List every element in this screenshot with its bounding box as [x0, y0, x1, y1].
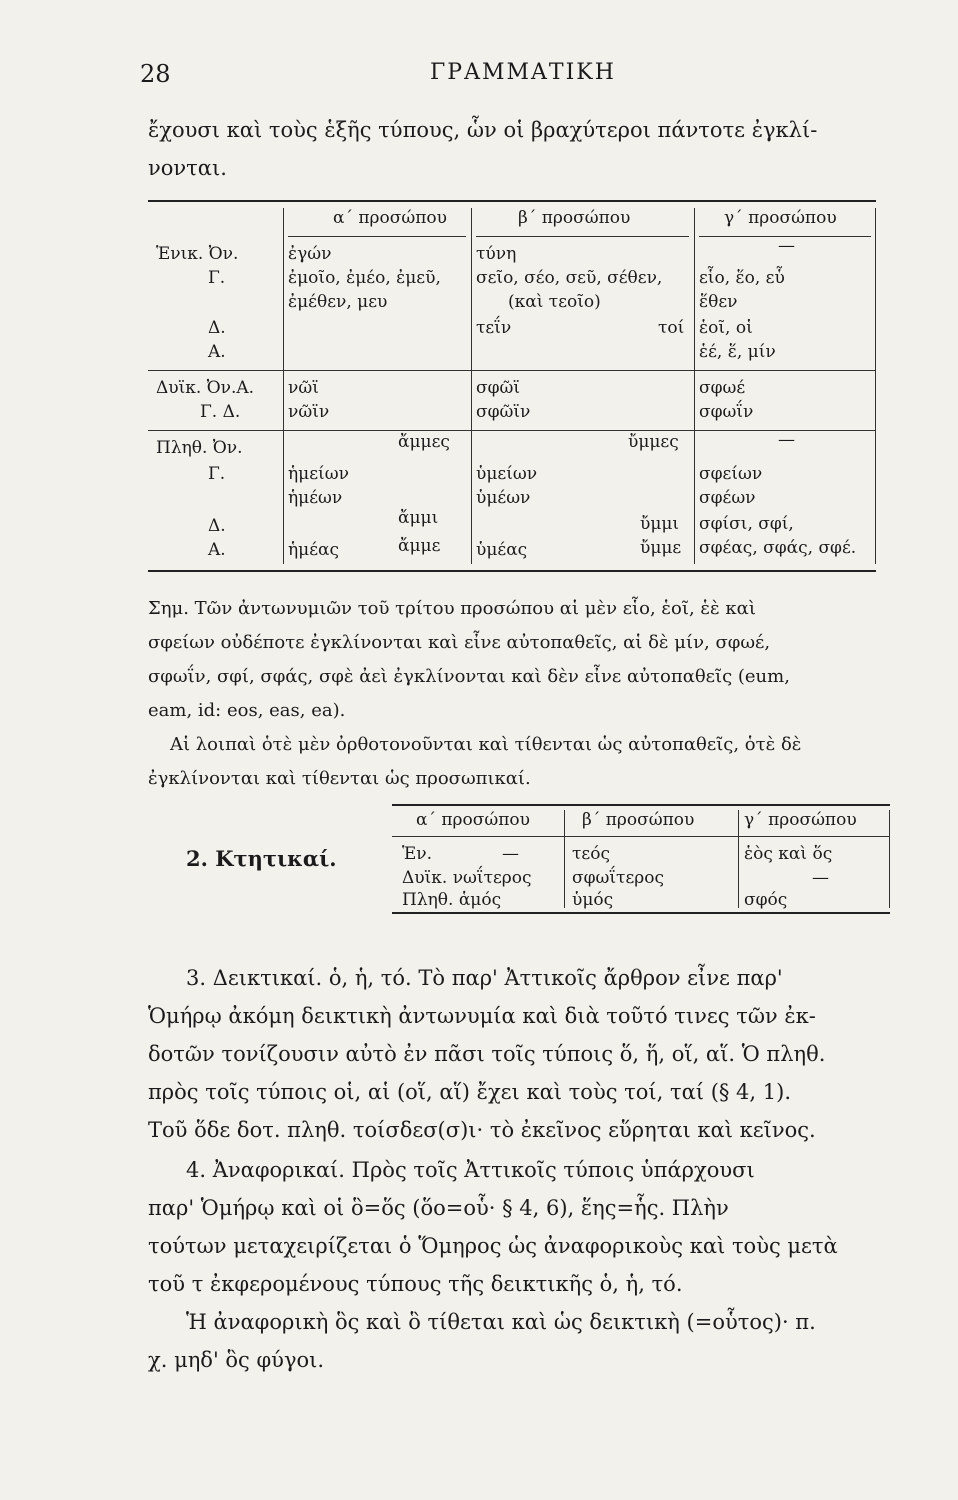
table-cell: — — [778, 236, 795, 256]
header-underline — [288, 236, 466, 237]
table-cell: ἐμέθεν, μευ — [288, 292, 388, 312]
row-label: Α. — [208, 342, 226, 362]
section-4-line: Ἡ ἀναφορικὴ ὃς καὶ ὃ τίθεται καὶ ὡς δεικτικὴ (=οὗτος)· π. — [186, 1310, 816, 1334]
header-underline — [476, 236, 689, 237]
section-4-line: χ. μηδ' ὃς φύγοι. — [148, 1348, 325, 1372]
table-cell: τεΐν — [476, 318, 512, 338]
table-cell: ὔμμι — [640, 514, 680, 534]
possessive-pronoun-table — [392, 804, 890, 914]
table-cell: ἡμείων — [288, 464, 349, 484]
table-cell: σφῶϊ — [476, 378, 521, 398]
row-label: Γ. Δ. — [200, 402, 241, 422]
table-cell: ὑμέας — [476, 540, 528, 560]
table-divider — [283, 208, 284, 564]
intro-line-1: ἔχουσι καὶ τοὺς ἑξῆς τύπους, ὧν οἱ βραχύτεροι πάντοτε ἐγκλί- — [148, 118, 818, 142]
table-cell: ἡμέας — [288, 540, 340, 560]
table-cell: σφωέ — [699, 378, 746, 398]
section-4-line: 4. Ἀναφορικαί. Πρὸς τοῖς Ἀττικοῖς τύποις ὑπάρχουσι — [186, 1158, 755, 1182]
table-cell: ἄμμες — [398, 432, 450, 452]
header-second-person: β΄ προσώπου — [582, 810, 695, 830]
table-cell: ἄμμι — [398, 508, 439, 528]
header-second-person: β΄ προσώπου — [518, 208, 631, 228]
table-cell: ὑμέων — [476, 488, 531, 508]
table-cell: σφέων — [699, 488, 756, 508]
table-cell: ὔμμε — [640, 538, 682, 558]
note-line: eam, id: eos, eas, ea). — [148, 700, 346, 721]
table-cell: — — [778, 430, 795, 450]
note-line: ἐγκλίνονται καὶ τίθενται ὡς προσωπικαί. — [148, 768, 531, 789]
table-cell: τύνη — [476, 244, 517, 264]
table-cell: τοί — [658, 318, 685, 338]
table-cell: ὔμμες — [628, 432, 679, 452]
header-underline — [392, 836, 890, 837]
table-cell: ἐμοῖο, ἐμέο, ἐμεῦ, — [288, 268, 441, 288]
table-cell: σφωΐτερος — [572, 868, 664, 888]
table-cell: νῶϊν — [288, 402, 330, 422]
row-separator — [148, 370, 876, 371]
table-cell: τεός — [572, 844, 610, 864]
table-cell: σφέας, σφάς, σφέ. — [699, 538, 857, 558]
table-divider — [471, 208, 472, 564]
table-cell: εἷο, ἕο, εὗ — [699, 268, 785, 288]
personal-pronoun-table — [148, 200, 876, 572]
header-third-person: γ΄ προσώπου — [724, 208, 837, 228]
table-cell: — — [502, 844, 519, 864]
table-cell: ἑέ, ἕ, μίν — [699, 342, 776, 362]
page-number: 28 — [140, 60, 171, 88]
table-cell: ἐγών — [288, 244, 332, 264]
row-label: Γ. — [208, 268, 226, 288]
header-third-person: γ΄ προσώπου — [744, 810, 857, 830]
table-divider — [889, 810, 890, 908]
row-separator — [148, 430, 876, 431]
table-cell: ὑμός — [572, 890, 614, 910]
section-3-line: Τοῦ ὅδε δοτ. πληθ. τοίσδεσ(σ)ι· τὸ ἐκεῖνος εὕρηται καὶ κεῖνος. — [148, 1118, 816, 1142]
row-label: Γ. — [208, 464, 226, 484]
header-first-person: α΄ προσώπου — [333, 208, 447, 228]
table-divider — [694, 208, 695, 564]
section-3-line: Ὁμήρῳ ἀκόμη δεικτικὴ ἀντωνυμία καὶ διὰ τοῦτό τινες τῶν ἐκ- — [148, 1004, 816, 1028]
row-label: Δυϊκ. Ὀν.Α. — [156, 378, 255, 398]
header-first-person: α΄ προσώπου — [416, 810, 530, 830]
table-cell: ἕθεν — [699, 292, 738, 312]
row-label: Πληθ. Ὀν. — [156, 438, 243, 458]
note-line: Σημ. Τῶν ἀντωνυμιῶν τοῦ τρίτου προσώπου αἱ μὲν εἷο, ἑοῖ, ἑὲ καὶ — [148, 598, 756, 619]
table-divider — [564, 810, 565, 908]
running-title: ΓΡΑΜΜΑΤΙΚΗ — [430, 60, 616, 85]
table-divider — [875, 208, 876, 564]
section-4-line: τούτων μεταχειρίζεται ὁ Ὅμηρος ὡς ἀναφορικοὺς καὶ τοὺς μετὰ — [148, 1234, 838, 1258]
table-cell: — — [812, 868, 829, 888]
row-label: Ἑνικ. Ὀν. — [156, 244, 239, 264]
table-cell: ὑμείων — [476, 464, 538, 484]
table-cell: σφῶϊν — [476, 402, 531, 422]
section-3-line: 3. Δεικτικαί. ὁ, ἡ, τό. Τὸ παρ' Ἀττικοῖς ἄρθρον εἶνε παρ' — [186, 966, 783, 990]
section-4-line: τοῦ τ ἐκφερομένους τύπους τῆς δεικτικῆς ὁ, ἡ, τό. — [148, 1272, 683, 1296]
row-label: Α. — [208, 540, 226, 560]
section-3-line: δοτῶν τονίζουσιν αὐτὸ ἐν πᾶσι τοῖς τύποις ὅ, ἥ, οἵ, αἵ. Ὁ πληθ. — [148, 1042, 826, 1066]
row-label: Δ. — [208, 516, 226, 536]
row-label: Πληθ. ἁμός — [402, 890, 502, 910]
note-line: Αἱ λοιπαὶ ὁτὲ μὲν ὀρθοτονοῦνται καὶ τίθενται ὡς αὐτοπαθεῖς, ὁτὲ δὲ — [170, 734, 802, 755]
table-cell: σφίσι, σφί, — [699, 514, 794, 534]
table-cell: σφός — [744, 890, 788, 910]
section-4-line: παρ' Ὁμήρῳ καὶ οἱ ὃ=ὅς (ὅο=οὗ· § 4, 6), ἕης=ἧς. Πλὴν — [148, 1196, 729, 1220]
table-cell: ἡμέων — [288, 488, 343, 508]
table-cell: νῶϊ — [288, 378, 319, 398]
row-label: Ἑν. — [402, 844, 433, 864]
row-label: Δ. — [208, 318, 226, 338]
table-cell: (καὶ τεοῖο) — [508, 292, 601, 312]
row-label: Δυϊκ. νωΐτερος — [402, 868, 532, 888]
note-line: σφείων οὐδέποτε ἐγκλίνονται καὶ εἶνε αὐτοπαθεῖς, αἱ δὲ μίν, σφωέ, — [148, 632, 771, 653]
table-divider — [738, 810, 739, 908]
section-3-line: πρὸς τοῖς τύποις οἱ, αἱ (οἵ, αἵ) ἔχει καὶ τοὺς τοί, ταί (§ 4, 1). — [148, 1080, 792, 1104]
table-cell: ἑοῖ, οἱ — [699, 318, 753, 338]
page-header — [140, 60, 880, 100]
table-cell: σεῖο, σέο, σεῦ, σέθεν, — [476, 268, 663, 288]
note-line: σφωΐν, σφί, σφάς, σφὲ ἀεὶ ἐγκλίνονται καὶ δὲν εἶνε αὐτοπαθεῖς (eum, — [148, 666, 790, 687]
table-cell: σφείων — [699, 464, 763, 484]
table-cell: σφωΐν — [699, 402, 754, 422]
table-cell: ἑὸς καὶ ὅς — [744, 844, 833, 864]
section-2-heading: 2. Κτητικαί. — [186, 846, 337, 871]
intro-line-2: νονται. — [148, 156, 227, 180]
table-cell: ἄμμε — [398, 536, 441, 556]
